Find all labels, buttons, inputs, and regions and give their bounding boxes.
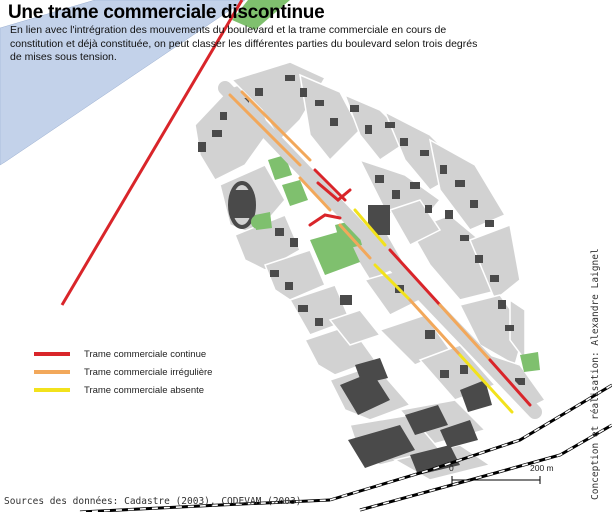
legend-label: Trame commerciale absente xyxy=(84,384,205,396)
legend-swatch-irreguliere xyxy=(34,370,70,374)
legend-item-irreguliere xyxy=(34,363,212,381)
legend-swatch-continue xyxy=(34,352,70,356)
map-title: Une trame commerciale discontinue xyxy=(8,2,325,23)
legend-label: Trame commerciale irrégulière xyxy=(84,366,213,378)
urban-blocks xyxy=(195,62,545,480)
data-sources: Sources des données: Cadastre (2003), CODEVAM (2003) xyxy=(4,496,302,507)
legend-item-continue xyxy=(34,345,212,363)
legend-label: Trame commerciale continue xyxy=(84,348,207,360)
scale-start-label: 0 xyxy=(449,463,454,473)
author-credit: Conception et réalisation: Alexandre Laignel xyxy=(590,248,601,500)
map-description: En lien avec l'intrégration des mouvements du boulevard et la trame commerciale en cours de constitution et déjà constituée, on peut classer les différentes parties du boulevard selon trois degrés de mises sous tension. xyxy=(10,24,478,63)
legend-swatch-absente xyxy=(34,388,70,392)
legend-item-absente xyxy=(34,381,212,399)
scale-end-label: 200 m xyxy=(530,463,554,473)
legend xyxy=(34,345,212,399)
